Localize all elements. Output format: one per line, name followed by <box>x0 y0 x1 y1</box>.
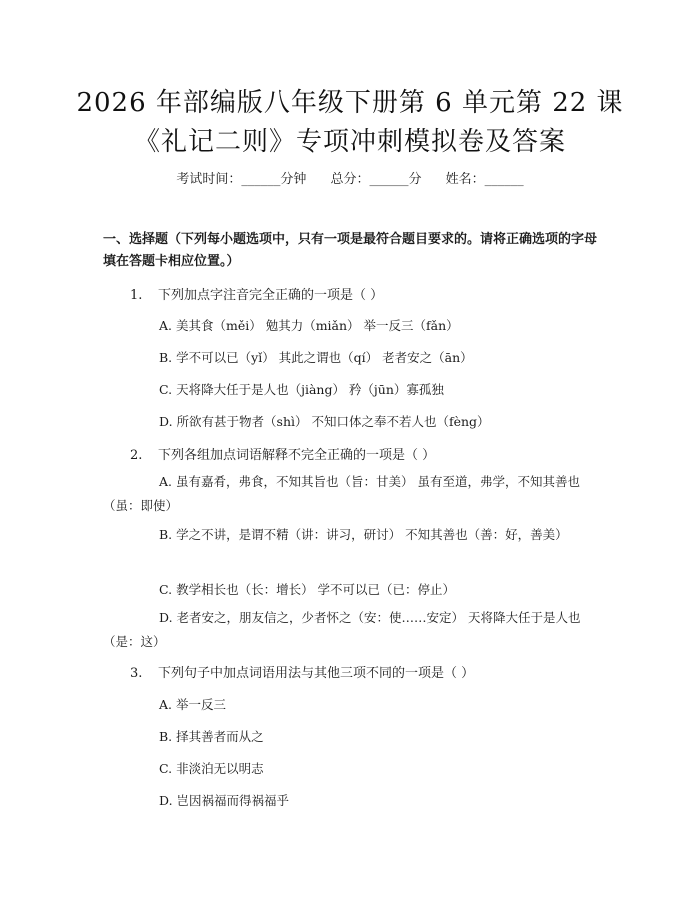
name-label: 姓名：______ <box>445 172 524 187</box>
total-score-label: 总分：______分 <box>330 172 422 187</box>
q1-option-a: A. 美其食（měi） 勉其力（miǎn） 举一反三（fǎn） <box>159 318 459 333</box>
q1-option-b: B. 学不可以已（yǐ） 其此之谓也（qí） 老者安之（ān） <box>159 350 473 365</box>
q2-option-b: B. 学之不讲，是谓不精（讲：讲习，研讨） 不知其善也（善：好，善美） <box>159 527 568 542</box>
question-3 <box>130 662 474 681</box>
exam-meta-row <box>0 168 700 187</box>
section-heading-choice: 一、选择题（下列每小题选项中，只有一项是最符合题目要求的。请将正确选项的字母填在答题卡相应位置。） <box>103 232 598 269</box>
q3-option-b: B. 择其善者而从之 <box>159 729 264 744</box>
question-number: 1. <box>130 288 143 303</box>
question-number: 3. <box>130 666 143 681</box>
exam-time-label: 考试时间：______分钟 <box>176 172 307 187</box>
question-stem: 下列句子中加点词语用法与其他三项不同的一项是（ ） <box>158 666 475 681</box>
q2-option-d: D. 老者安之，朋友信之，少者怀之（安：使……安定） 天将降大任于是人也（是：这） <box>103 610 581 649</box>
question-stem: 下列各组加点词语解释不完全正确的一项是（ ） <box>158 448 436 463</box>
question-1 <box>130 284 383 303</box>
q2-option-c: C. 教学相长也（长：增长） 学不可以已（已：停止） <box>159 582 456 597</box>
question-stem: 下列加点字注音完全正确的一项是（ ） <box>158 288 384 303</box>
exam-title-line2: 《礼记二则》专项冲刺模拟卷及答案 <box>133 127 566 157</box>
q3-option-c: C. 非淡泊无以明志 <box>159 761 264 776</box>
exam-title-line1: 2026 年部编版八年级下册第 6 单元第 22 课 <box>76 88 624 118</box>
question-2 <box>130 444 435 463</box>
q3-option-a: A. 举一反三 <box>159 697 226 712</box>
q1-option-d: D. 所欲有甚于物者（shì） 不知口体之奉不若人也（fèng） <box>159 414 490 429</box>
question-number: 2. <box>130 448 143 463</box>
q2-option-a: A. 虽有嘉肴，弗食，不知其旨也（旨：甘美） 虽有至道，弗学，不知其善也（虽：即使） <box>103 474 580 513</box>
q1-option-c: C. 天将降大任于是人也（jiàng） 矜（jūn）寡孤独 <box>159 382 444 397</box>
q3-option-d: D. 岂因祸福而得祸福乎 <box>159 793 290 808</box>
